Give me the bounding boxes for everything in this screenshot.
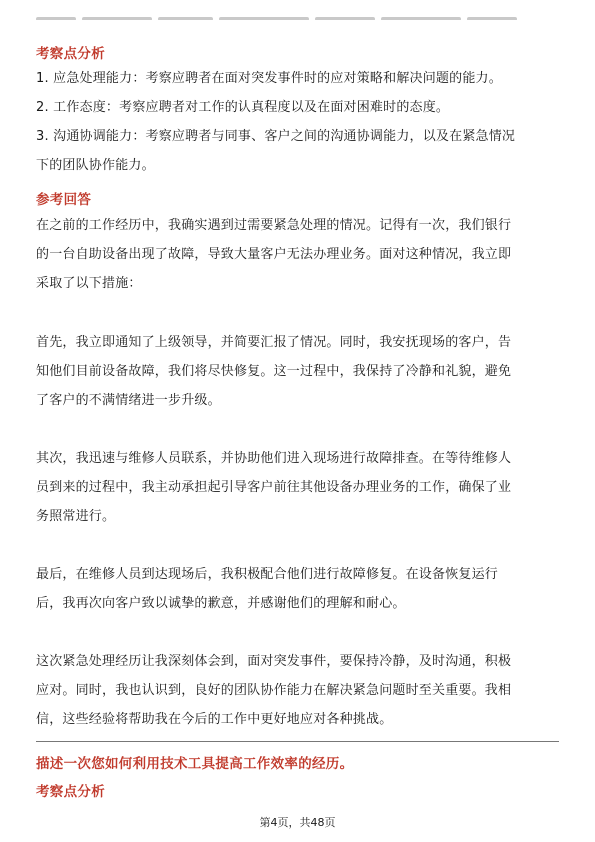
- analysis-point: 3. 沟通协调能力：考察应聘者与同事、客户之间的沟通协调能力，以及在紧急情况: [36, 129, 516, 144]
- answer-line: 采取了以下措施：: [36, 276, 142, 291]
- answer-line: 应对。同时，我也认识到，良好的团队协作能力在解决紧急问题时至关重要。我相: [36, 683, 512, 698]
- answer-line: 的一台自助设备出现了故障，导致大量客户无法办理业务。面对这种情况，我立即: [36, 247, 512, 262]
- answer-line: 在之前的工作经历中，我确实遇到过需要紧急处理的情况。记得有一次，我们银行: [36, 218, 512, 233]
- analysis-point: 1. 应急处理能力：考察应聘者在面对突发事件时的应对策略和解决问题的能力。: [36, 71, 502, 86]
- analysis-point: 2. 工作态度：考察应聘者对工作的认真程度以及在面对困难时的态度。: [36, 100, 450, 115]
- analysis-point-continuation: 下的团队协作能力。: [36, 158, 155, 173]
- page-number: 第4页，共48页: [259, 816, 336, 829]
- answer-line: 知他们目前设备故障，我们将尽快修复。这一过程中，我保持了冷静和礼貌，避免: [36, 364, 512, 379]
- answer-line: 首先，我立即通知了上级领导，并简要汇报了情况。同时，我安抚现场的客户，告: [36, 335, 512, 350]
- answer-line: 这次紧急处理经历让我深刻体会到，面对突发事件，要保持冷静，及时沟通，积极: [36, 654, 512, 669]
- answer-line: 了客户的不满情绪进一步升级。: [36, 393, 221, 408]
- answer-line: 最后，在维修人员到达现场后，我积极配合他们进行故障修复。在设备恢复运行: [36, 567, 499, 582]
- answer-line: 信，这些经验将帮助我在今后的工作中更好地应对各种挑战。: [36, 712, 393, 727]
- cropped-previous-line: [36, 6, 556, 20]
- analysis-heading: 考察点分析: [36, 46, 105, 62]
- next-question: 描述一次您如何利用技术工具提高工作效率的经历。: [36, 756, 354, 772]
- analysis-heading: 考察点分析: [36, 784, 105, 800]
- answer-line: 其次，我迅速与维修人员联系，并协助他们进入现场进行故障排查。在等待维修人: [36, 451, 512, 466]
- answer-heading: 参考回答: [36, 192, 92, 208]
- answer-line: 后，我再次向客户致以诚挚的歉意，并感谢他们的理解和耐心。: [36, 596, 406, 611]
- answer-line: 务照常进行。: [36, 509, 116, 524]
- section-divider: [36, 741, 559, 742]
- answer-line: 员到来的过程中，我主动承担起引导客户前往其他设备办理业务的工作，确保了业: [36, 480, 512, 495]
